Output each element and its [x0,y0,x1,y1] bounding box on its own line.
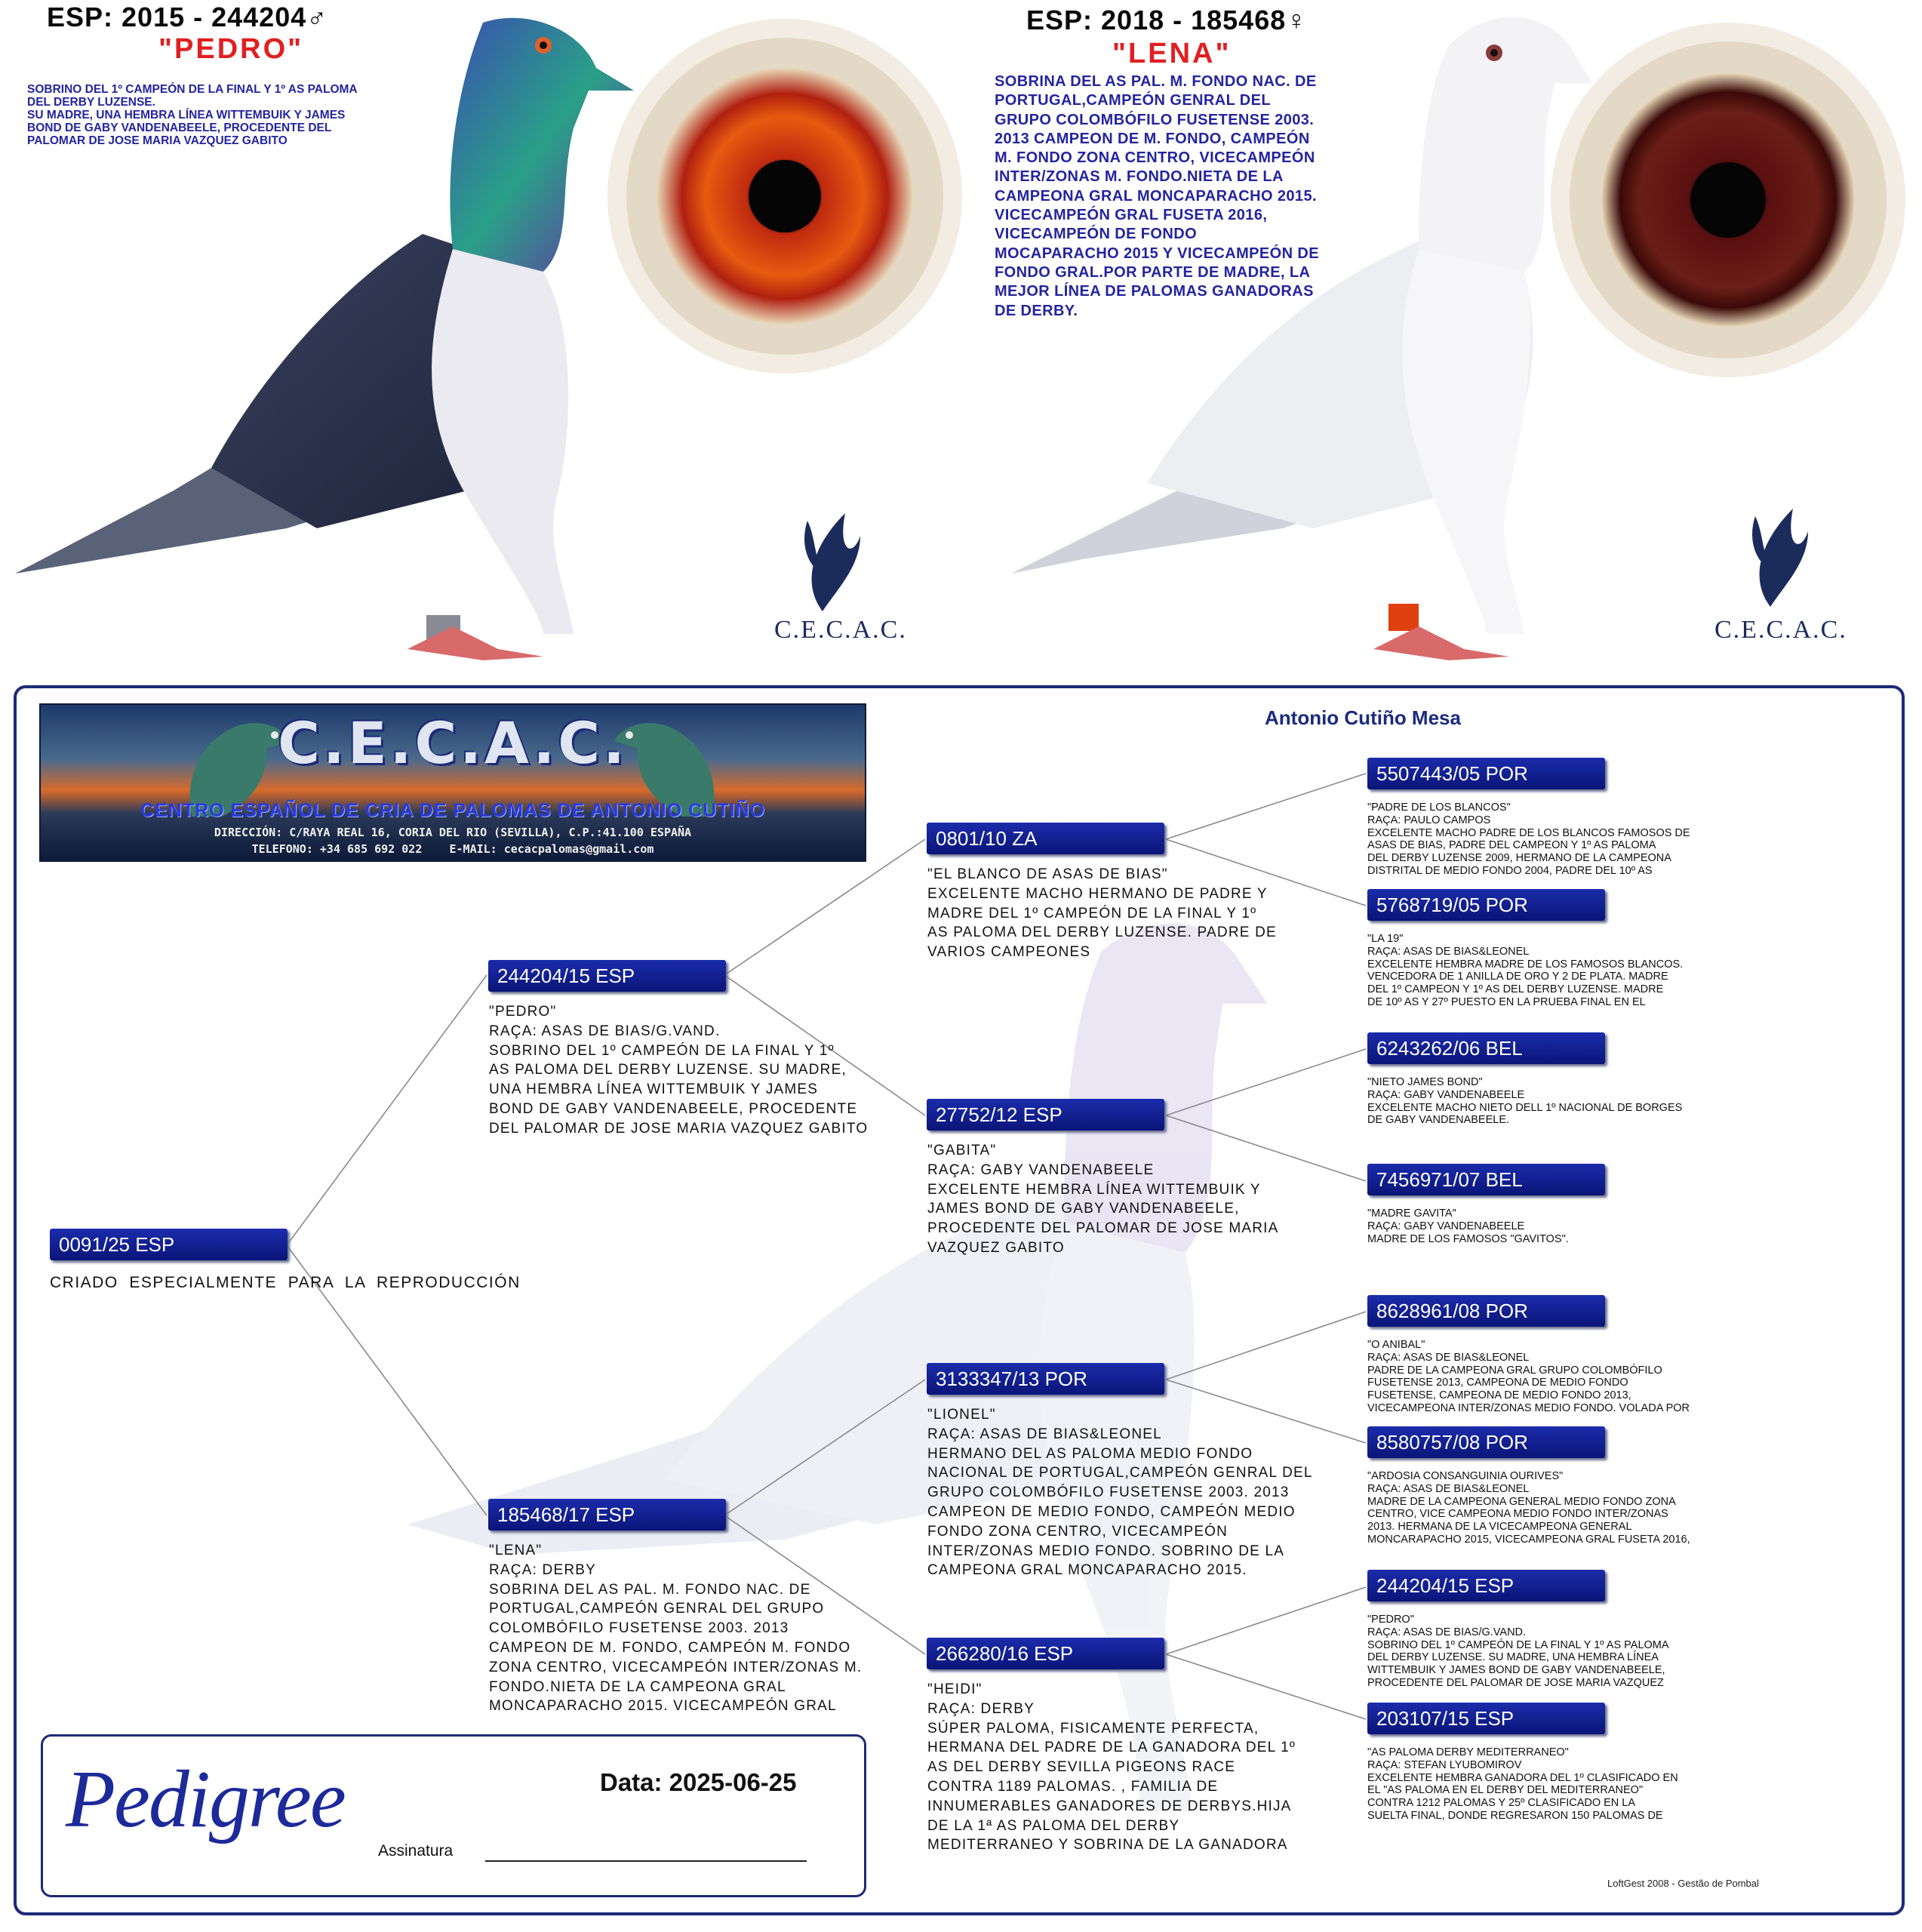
bio-line: VICECAMPEÓN GRAL FUSETA 2016, [995,207,1268,224]
bio-line: PALOMAR DE JOSE MARIA VAZQUEZ GABITO [27,134,288,147]
bio-line: FONDO GRAL.POR PARTE DE MADRE, LA [995,263,1311,281]
banner-address: DIRECCIÓN: C/RAYA REAL 16, CORIA DEL RIO (SEVILLA), C.P.:41.100 ESPAÑA [214,826,692,839]
dam-description: "LENA" RAÇA: DERBY SOBRINA DEL AS PAL. M. FONDO NAC. DE PORTUGAL,CAMPEÓN GENRAL DEL GRUPO COLOMBÓFILO FUSETENSE 2003. 2013 CAMPEON DE M. FONDO, CAMPEÓN M. FONDO ZONA CENTRO, VICECAMPEÓN INTER/ZONAS M. FONDO.NIETA DE LA CAMPEONA GRAL MONCAPARACHO 2015. VICECAMPEÓN GRAL [489,1543,863,1715]
great-grandparent-description-5: "O ANIBAL" RAÇA: ASAS DE BIAS&LEONEL PADRE DE LA CAMPEONA GRAL GRUPO COLOMBÓFILO FUSETENSE 2013, CAMPEONA DE MEDIO FONDO FUSETENSE, CAMPEONA DE MEDIO FONDO 2013, VICECAMPEONA INTER/ZONAS MEDIO FONDO. VOLADA POR [1367,1339,1690,1414]
bio-line: DE DERBY. [995,302,1078,319]
great-grandparent-description-6: "ARDOSIA CONSANGUINIA OURIVES" RAÇA: ASAS DE BIAS&LEONEL MADRE DE LA CAMPEONA GENERAL MEDIO FONDO ZONA CENTRO, VICE CAMPEONA MEDIO FONDO INTER/ZONAS 2013. HERMANA DE LA VICECAMPEONA GENERAL MONCARAPACHO 2015, VICECAMPEONA GRAL FUSETA 2016, [1367,1470,1690,1546]
bio-line: SOBRINA DEL AS PAL. M. FONDO NAC. DE [995,73,1317,90]
great-grandparent-node-4[interactable]: 7456971/07 BEL [1367,1164,1605,1195]
grandsire-maternal-description: "LIONEL" RAÇA: ASAS DE BIAS&LEONEL HERMANO DEL AS PALOMA MEDIO FONDO NACIONAL DE PORTUGAL,CAMPEÓN GENRAL DEL GRUPO COLOMBÓFILO FUSETENSE 2003. 2013 CAMPEON DE MEDIO FONDO, CAMPEÓN MEDIO FONDO ZONA CENTRO, VICECAMPEÓN INTER/ZONAS MEDIO FONDO. SOBRINO DE LA CAMPEONA GRAL MONCAPARACHO 2015. [927,1407,1313,1579]
bio-line: 2013 CAMPEON DE M. FONDO, CAMPEÓN [995,130,1310,147]
great-grandparent-node-3[interactable]: 6243262/06 BEL [1367,1032,1605,1064]
granddam-maternal-description: "HEIDI" RAÇA: DERBY SÚPER PALOMA, FISICAMENTE PERFECTA, HERMANA DEL PADRE DE LA GANADORA DEL 1º AS DEL DERBY SEVILLA PIGEONS RACE CONTRA 1189 PALOMAS. , FAMILIA DE INNUMERABLES GANADORES DE DERBYS.HIJA DE LA 1ª AS PALOMA DEL DERBY MEDITERRANEO Y SOBRINA DE LA GANADORA [927,1681,1296,1854]
great-grandparent-node-7[interactable]: 244204/15 ESP [1367,1570,1605,1601]
great-grandparent-description-2: "LA 19" RAÇA: ASAS DE BIAS&LEONEL EXCELENTE HEMBRA MADRE DE LOS FAMOSOS BLANCOS. VENCEDORA DE 1 ANILLA DE ORO Y 2 DE PLATA. MADRE DEL 1º CAMPEON Y 1º AS DEL DERBY LUZENSE. MADRE DE 10º AS Y 27º PUESTO EN LA PRUEBA FINAL EN EL [1367,933,1684,1008]
signature-label: Assinatura [378,1842,454,1860]
left-bird-name: "PEDRO" [158,33,304,65]
right-ring-number: ESP: 2018 - 185468♀ [1026,5,1308,35]
great-grandparent-description-7: "PEDRO" RAÇA: ASAS DE BIAS/G.VAND. SOBRINO DEL 1º CAMPEÓN DE LA FINAL Y 1º AS PALOMA DEL DERBY LUZENSE. SU MADRE, UNA HEMBRA LÍNEA WITTEMBUIK Y JAMES BOND DE GABY VANDENABEELE, PROCEDENTE DEL PALOMAR DE JOSE MARIA VAZQUEZ [1367,1614,1669,1689]
sire-description: "PEDRO" RAÇA: ASAS DE BIAS/G.VAND. SOBRINO DEL 1º CAMPEÓN DE LA FINAL Y 1º AS PALOMA DEL DERBY LUZENSE. SU MADRE, UNA HEMBRA LÍNEA WITTEMBUIK Y JAMES BOND DE GABY VANDENABEELE, PROCEDENTE DEL PALOMAR DE JOSE MARIA VAZQUEZ GABITO [489,1004,869,1137]
great-grandparent-node-5[interactable]: 8628961/08 POR [1367,1295,1605,1327]
dam-ring-node[interactable]: 185468/17 ESP [488,1499,726,1531]
signature-box [41,1734,866,1897]
bio-line: VICECAMPEÓN DE FONDO [995,226,1198,243]
granddam-maternal-node[interactable]: 266280/16 ESP [927,1638,1164,1669]
signature-line[interactable] [485,1860,807,1862]
granddam-paternal-description: "GABITA" RAÇA: GABY VANDENABEELE EXCELENTE HEMBRA LÍNEA WITTEMBUIK Y JAMES BOND DE GABY VANDENABEELE, PROCEDENTE DEL PALOMAR DE JOSE MARIA VAZQUEZ GABITO [927,1143,1279,1256]
banner-contact: TELEFONO: +34 685 692 022 E-MAIL: cecacpalomas@gmail.com [251,842,654,856]
great-grandparent-description-8: "AS PALOMA DERBY MEDITERRANEO" RAÇA: STEFAN LYUBOMIROV EXCELENTE HEMBRA GANADORA DEL 1º CLASIFICADO EN EL "AS PALOMA EN EL DERBY DEL MEDITERRANEO" CONTRA 1212 PALOMAS Y 25º CLASIFICADO EN LA SUELTA FINAL, DONDE REGRESARON 150 PALOMAS DE [1367,1746,1678,1822]
software-footer: LoftGest 2008 - Gestão de Pombal [1607,1878,1759,1889]
right-bird-name: "LENA" [1112,38,1232,69]
grandsire-maternal-node[interactable]: 3133347/13 POR [927,1363,1164,1395]
pedigree-date: Data: 2025-06-25 [600,1768,797,1796]
left-ring-number: ESP: 2015 - 244204♂ [47,2,328,32]
great-grandparent-node-2[interactable]: 5768719/05 POR [1367,889,1605,921]
cecac-banner [39,703,866,862]
subject-description: CRIADO ESPECIALMENTE PARA LA REPRODUCCIÓN [50,1274,521,1291]
grandsire-paternal-description: "EL BLANCO DE ASAS DE BIAS" EXCELENTE MACHO HERMANO DE PADRE Y MADRE DEL 1º CAMPEÓN DE LA FINAL Y 1º AS PALOMA DEL DERBY LUZENSE. PADRE DE VARIOS CAMPEONES [927,866,1277,961]
left-cecac-logo-text: C.E.C.A.C. [774,616,907,644]
bio-line: PORTUGAL,CAMPEÓN GENRAL DEL [995,92,1271,109]
banner-subtitle: CENTRO ESPAÑOL DE CRIA DE PALOMAS DE ANTONIO CUTIÑO [140,800,765,821]
great-grandparent-description-1: "PADRE DE LOS BLANCOS" RAÇA: PAULO CAMPOS EXCELENTE MACHO PADRE DE LOS BLANCOS FAMOSOS DE ASAS DE BIAS, PADRE DEL CAMPEON Y 1º AS PALOMA DEL DERBY LUZENSE 2009, HERMANO DE LA CAMPEONA DISTRITAL DE MEDIO FONDO 2004, PADRE DEL 10º AS [1367,801,1690,877]
pedigree-script-title: Pedigree [66,1755,345,1844]
grandsire-paternal-node[interactable]: 0801/10 ZA [927,823,1164,854]
bio-line: SU MADRE, UNA HEMBRA LÍNEA WITTEMBUIK Y JAMES [27,109,346,122]
bio-line: MOCAPARACHO 2015 Y VICECAMPEÓN DE [995,245,1319,262]
bio-line: DEL DERBY LUZENSE. [27,96,155,109]
banner-title: C.E.C.A.C. [278,709,628,777]
great-grandparent-node-1[interactable]: 5507443/05 POR [1367,758,1605,789]
great-grandparent-description-4: "MADRE GAVITA" RAÇA: GABY VANDENABEELE MADRE DE LOS FAMOSOS "GAVITOS". [1367,1208,1569,1245]
subject-ring-node[interactable]: 0091/25 ESP [50,1229,288,1260]
great-grandparent-description-3: "NIETO JAMES BOND" RAÇA: GABY VANDENABEELE EXCELENTE MACHO NIETO DELL 1º NACIONAL DE BORGES DE GABY VANDENABEELE. [1367,1076,1683,1127]
great-grandparent-node-8[interactable]: 203107/15 ESP [1367,1703,1605,1734]
sire-ring-node[interactable]: 244204/15 ESP [488,960,726,992]
bio-line: MEJOR LÍNEA DE PALOMAS GANADORAS [995,283,1314,300]
granddam-paternal-node[interactable]: 27752/12 ESP [927,1099,1164,1131]
great-grandparent-node-6[interactable]: 8580757/08 POR [1367,1426,1605,1458]
owner-name: Antonio Cutiño Mesa [1265,706,1461,729]
bio-line: SOBRINO DEL 1º CAMPEÓN DE LA FINAL Y 1º AS PALOMA [27,83,358,96]
bio-line: GRUPO COLOMBÓFILO FUSETENSE 2003. [995,111,1315,128]
bio-line: CAMPEONA GRAL MONCAPARACHO 2015. [995,187,1317,205]
right-cecac-logo-text: C.E.C.A.C. [1714,616,1847,644]
bio-line: M. FONDO ZONA CENTRO, VICECAMPEÓN [995,149,1315,167]
bio-line: BOND DE GABY VANDENABEELE, PROCEDENTE DEL [27,122,332,134]
bio-line: INTER/ZONAS M. FONDO.NIETA DE LA [995,168,1284,186]
